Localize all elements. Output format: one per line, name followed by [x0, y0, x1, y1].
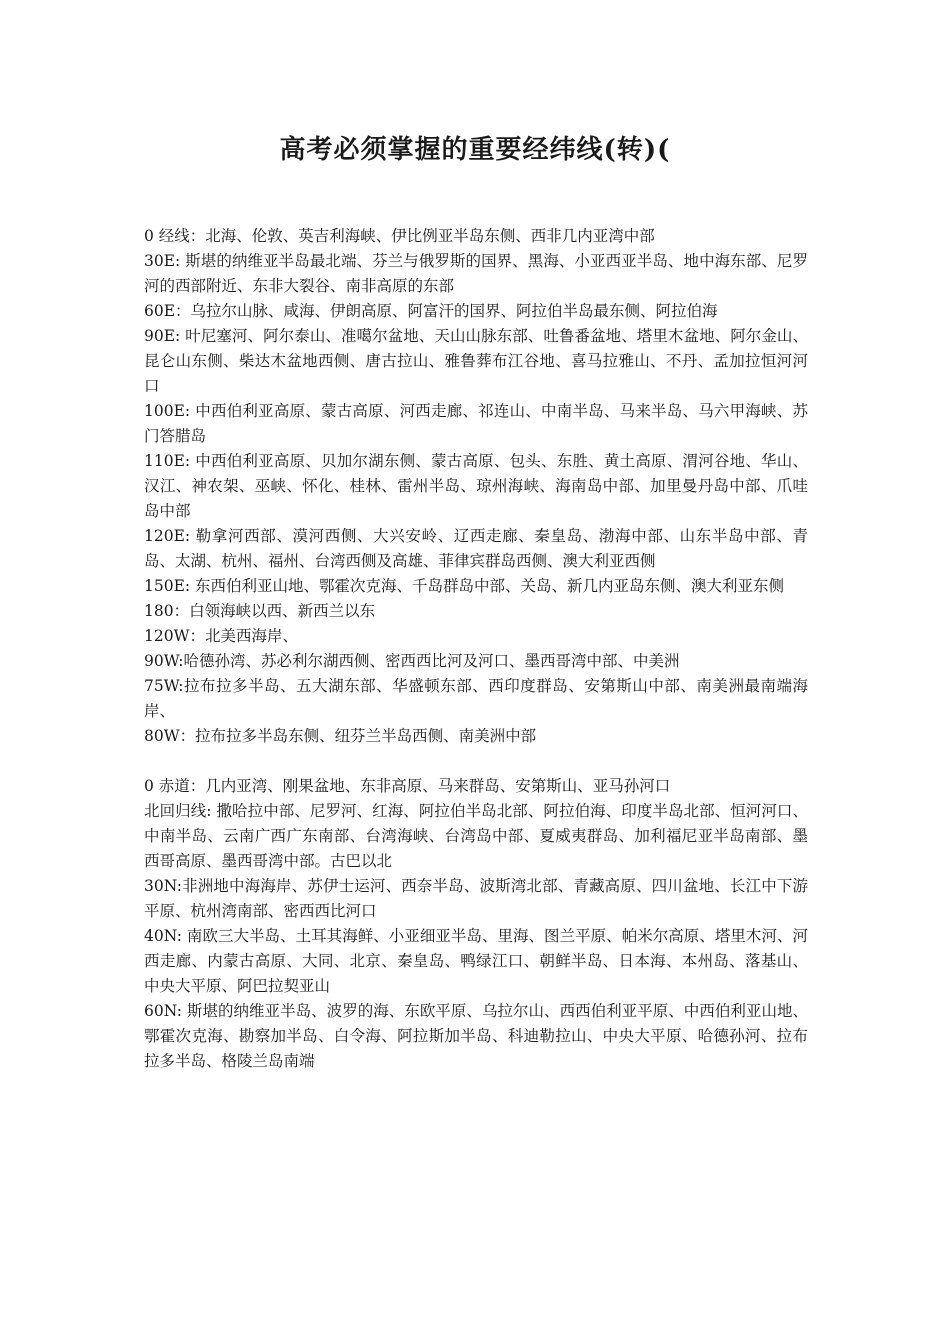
longitude-line-100e: 100E: 中西伯利亚高原、蒙古高原、河西走廊、祁连山、中南半岛、马来半岛、马六甲海峡、苏门答腊岛 [144, 402, 808, 445]
longitude-line-110e: 110E: 中西伯利亚高原、贝加尔湖东侧、蒙古高原、包头、东胜、黄土高原、渭河谷地、华山、汉江、神农架、巫峡、怀化、桂林、雷州半岛、琼州海峡、海南岛中部、加里曼丹岛中部、爪哇岛中部 [144, 452, 808, 520]
latitude-line-equator: 0 赤道：几内亚湾、刚果盆地、东非高原、马来群岛、安第斯山、亚马孙河口 [144, 777, 671, 795]
section-spacer [144, 749, 808, 774]
longitude-line-150e: 150E: 东西伯利亚山地、鄂霍次克海、千岛群岛中部、关岛、新几内亚岛东侧、澳大利亚东侧 [144, 577, 785, 595]
document-title: 高考必须掌握的重要经纬线(转)( [279, 135, 671, 165]
latitude-line-60n: 60N: 斯堪的纳维亚半岛、波罗的海、东欧平原、乌拉尔山、西西伯利亚平原、中西伯利亚山地、鄂霍次克海、勘察加半岛、白令海、阿拉斯加半岛、科迪勒拉山、中央大平原、哈德孙河、拉布拉多半岛、格陵兰岛南端 [144, 1002, 808, 1070]
latitude-line-30n: 30N:非洲地中海海岸、苏伊士运河、西奈半岛、波斯湾北部、青藏高原、四川盆地、长江中下游平原、杭州湾南部、密西西比河口 [144, 877, 808, 920]
latitude-line-40n: 40N: 南欧三大半岛、土耳其海鲜、小亚细亚半岛、里海、图兰平原、帕米尔高原、塔里木河、河西走廊、内蒙古高原、大同、北京、秦皇岛、鸭绿江口、朝鲜半岛、日本海、本州岛、落基山、中央大平原、阿巴拉契亚山 [144, 927, 808, 995]
document-body [144, 224, 808, 1074]
longitude-line-80w: 80W：拉布拉多半岛东侧、纽芬兰半岛西侧、南美洲中部 [144, 727, 537, 745]
longitude-line-90w: 90W:哈德孙湾、苏必利尔湖西侧、密西西比河及河口、墨西哥湾中部、中美洲 [144, 652, 680, 670]
longitude-line-90e: 90E: 叶尼塞河、阿尔泰山、准噶尔盆地、天山山脉东部、吐鲁番盆地、塔里木盆地、阿尔金山、昆仑山东侧、柴达木盆地西侧、唐古拉山、雅鲁葬布江谷地、喜马拉雅山、不丹、孟加拉恒河河口 [144, 327, 808, 395]
longitude-line-0: 0 经线：北海、伦敦、英吉利海峡、伊比例亚半岛东侧、西非几内亚湾中部 [144, 227, 655, 245]
latitude-section [144, 774, 808, 1074]
latitude-line-tropic-of-cancer: 北回归线: 撒哈拉中部、尼罗河、红海、阿拉伯半岛北部、阿拉伯海、印度半岛北部、恒河河口、中南半岛、云南广西广东南部、台湾海峡、台湾岛中部、夏威夷群岛、加利福尼亚半岛南部、墨西哥高原、墨西哥湾中部。古巴以北 [144, 802, 808, 870]
longitude-line-30e: 30E: 斯堪的纳维亚半岛最北端、芬兰与俄罗斯的国界、黑海、小亚西亚半岛、地中海东部、尼罗河的西部附近、东非大裂谷、南非高原的东部 [144, 252, 808, 295]
longitude-line-120w: 120W：北美西海岸、 [144, 627, 299, 645]
longitude-line-120e: 120E: 勒拿河西部、漠河西侧、大兴安岭、辽西走廊、秦皇岛、渤海中部、山东半岛中部、青岛、太湖、杭州、福州、台湾西侧及高雄、菲律宾群岛西侧、澳大利亚西侧 [144, 527, 808, 570]
longitude-line-60e: 60E：乌拉尔山脉、咸海、伊朗高原、阿富汗的国界、阿拉伯半岛最东侧、阿拉伯海 [144, 302, 718, 320]
longitude-section [144, 224, 808, 749]
longitude-line-75w: 75W:拉布拉多半岛、五大湖东部、华盛顿东部、西印度群岛、安第斯山中部、南美洲最南端海岸、 [144, 677, 808, 720]
longitude-line-180: 180：白领海峡以西、新西兰以东 [144, 602, 376, 620]
